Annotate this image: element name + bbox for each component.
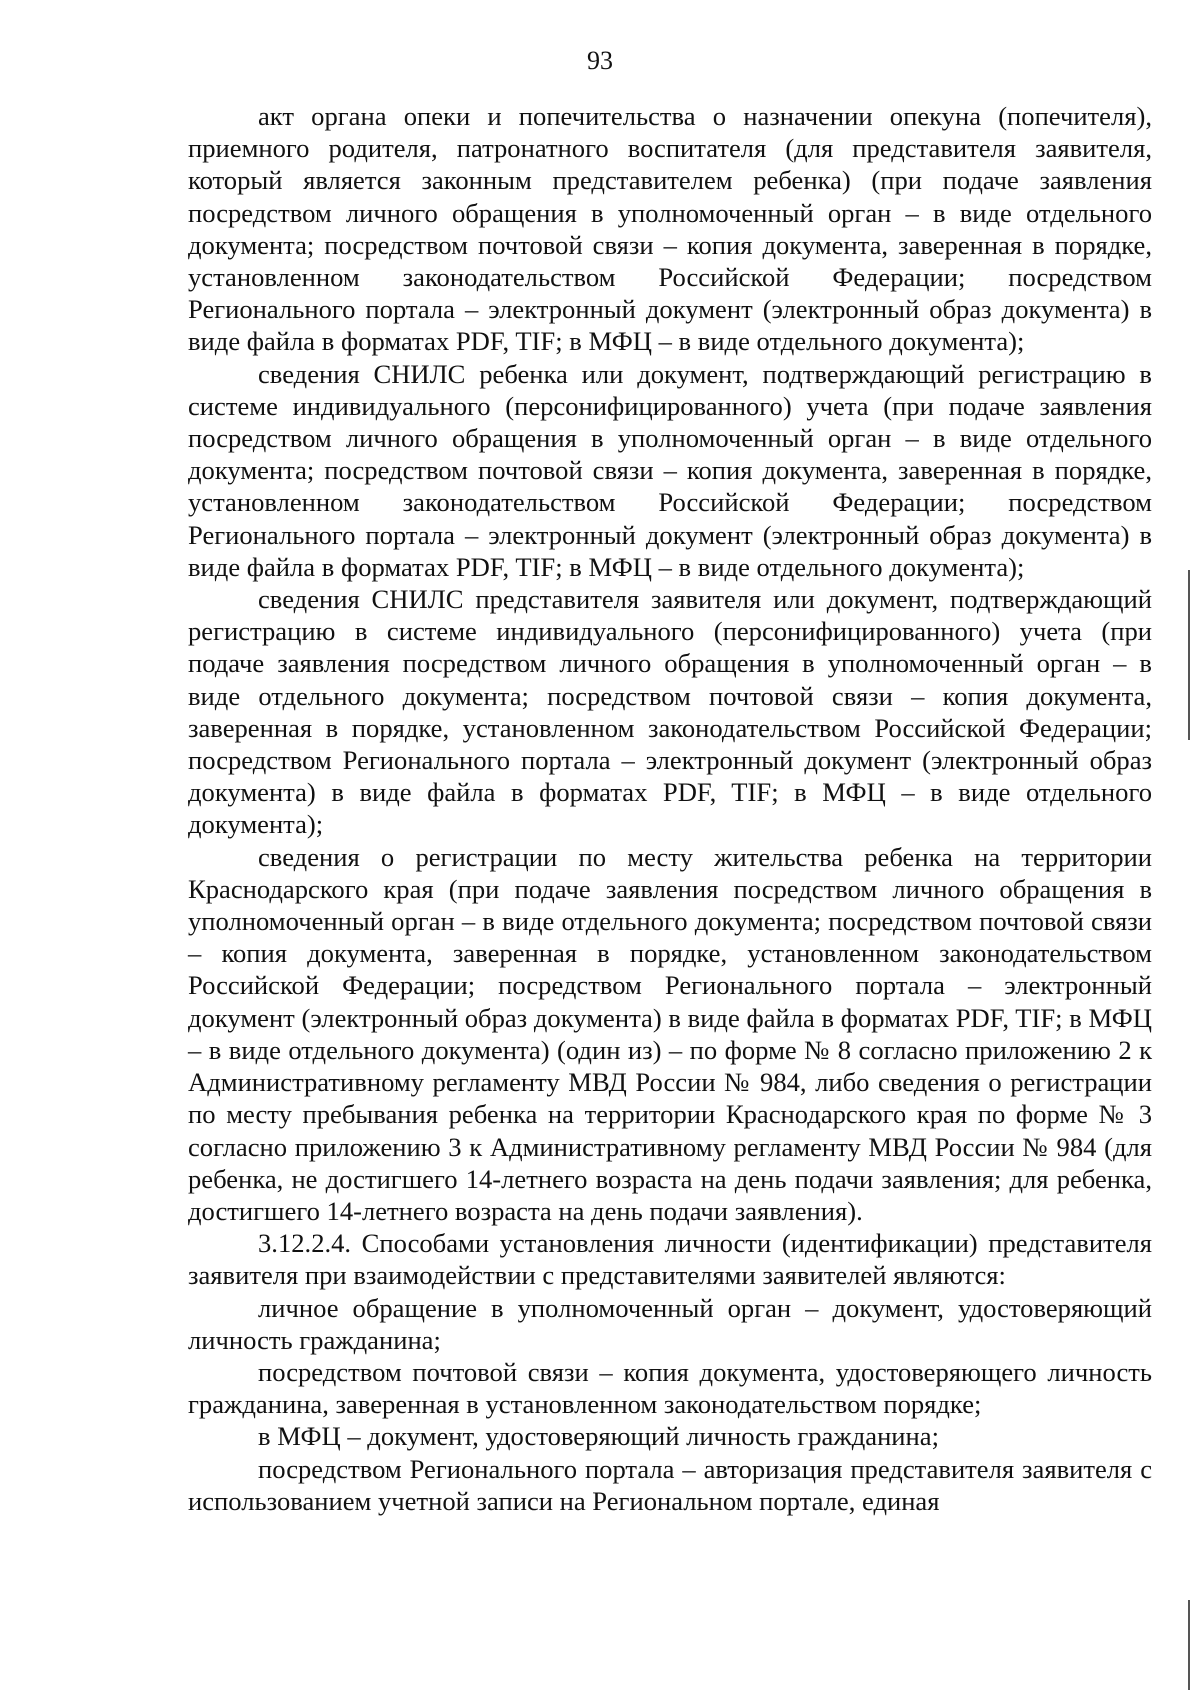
scan-edge-mark-top <box>1188 570 1190 740</box>
paragraph-personal-visit: личное обращение в уполномоченный орган – документ, удостоверяющий личность гражданина; <box>188 1292 1152 1355</box>
paragraph-guardianship-act: акт органа опеки и попечительства о назначении опекуна (попечителя), приемного родителя, патронатного воспитателя (для представителя заявителя, который является законным представителем ребенка) (при подаче заявления посредством личного обращения в уполномоченный орган – в виде отдельного документа; посредством почтовой связи – копия документа, заверенная в порядке, установленном законодательством Российской Федерации; посредством Регионального портала – электронный документ (электронный образ документа) в виде файла в форматах PDF, TIF; в МФЦ – в виде отдельного документа); <box>188 101 1152 357</box>
paragraph-representative-snils: сведения СНИЛС представителя заявителя или документ, подтверждающий регистрацию в системе индивидуального (персонифицированного) учета (при подаче заявления посредством личного обращения в уполномоченный орган – в виде отдельного документа; посредством почтовой связи – копия документа, заверенная в порядке, установленном законодательством Российской Федерации; посредством Регионального портала – электронный документ (электронный образ документа) в виде файла в форматах PDF, TIF; в МФЦ – в виде отдельного документа); <box>188 584 1152 840</box>
paragraph-child-registration: сведения о регистрации по месту жительства ребенка на территории Краснодарского края (при подаче заявления посредством личного обращения в уполномоченный орган – в виде отдельного документа; посредством почтовой связи – копия документа, заверенная в порядке, установленном законодательством Российской Федерации; посредством Регионального портала – электронный документ (электронный образ документа) в виде файла в форматах PDF, TIF; в МФЦ – в виде отдельного документа) (один из) – по форме № 8 согласно приложению 2 к Административному регламенту МВД России № 984, либо сведения о регистрации по месту пребывания ребенка на территории Краснодарского края по форме № 3 согласно приложению 3 к Административному регламенту МВД России № 984 (для ребенка, не достигшего 14-летнего возраста на день подачи заявления; для ребенка, достигшего 14-летнего возраста на день подачи заявления). <box>188 841 1152 1226</box>
paragraph-postal: посредством почтовой связи – копия документа, удостоверяющего личность гражданина, заверенная в установленном законодательством порядке; <box>188 1356 1152 1420</box>
paragraph-regional-portal: посредством Регионального портала – авторизация представителя заявителя с использованием учетной записи на Региональном портале, единая <box>188 1453 1152 1516</box>
page-number: 93 <box>587 46 613 75</box>
document-body <box>188 100 1152 1517</box>
paragraph-identification-methods: 3.12.2.4. Способами установления личности (идентификации) представителя заявителя при взаимодействии с представителями заявителей являются: <box>188 1228 1152 1291</box>
scan-edge-mark-bottom <box>1188 1600 1190 1690</box>
paragraph-child-snils: сведения СНИЛС ребенка или документ, подтверждающий регистрацию в системе индивидуального (персонифицированного) учета (при подаче заявления посредством личного обращения в уполномоченный орган – в виде отдельного документа; посредством почтовой связи – копия документа, заверенная в порядке, установленном законодательством Российской Федерации; посредством Регионального портала – электронный документ (электронный образ документа) в виде файла в форматах PDF, TIF; в МФЦ – в виде отдельного документа); <box>188 358 1152 582</box>
paragraph-mfc: в МФЦ – документ, удостоверяющий личность гражданина; <box>258 1421 939 1452</box>
